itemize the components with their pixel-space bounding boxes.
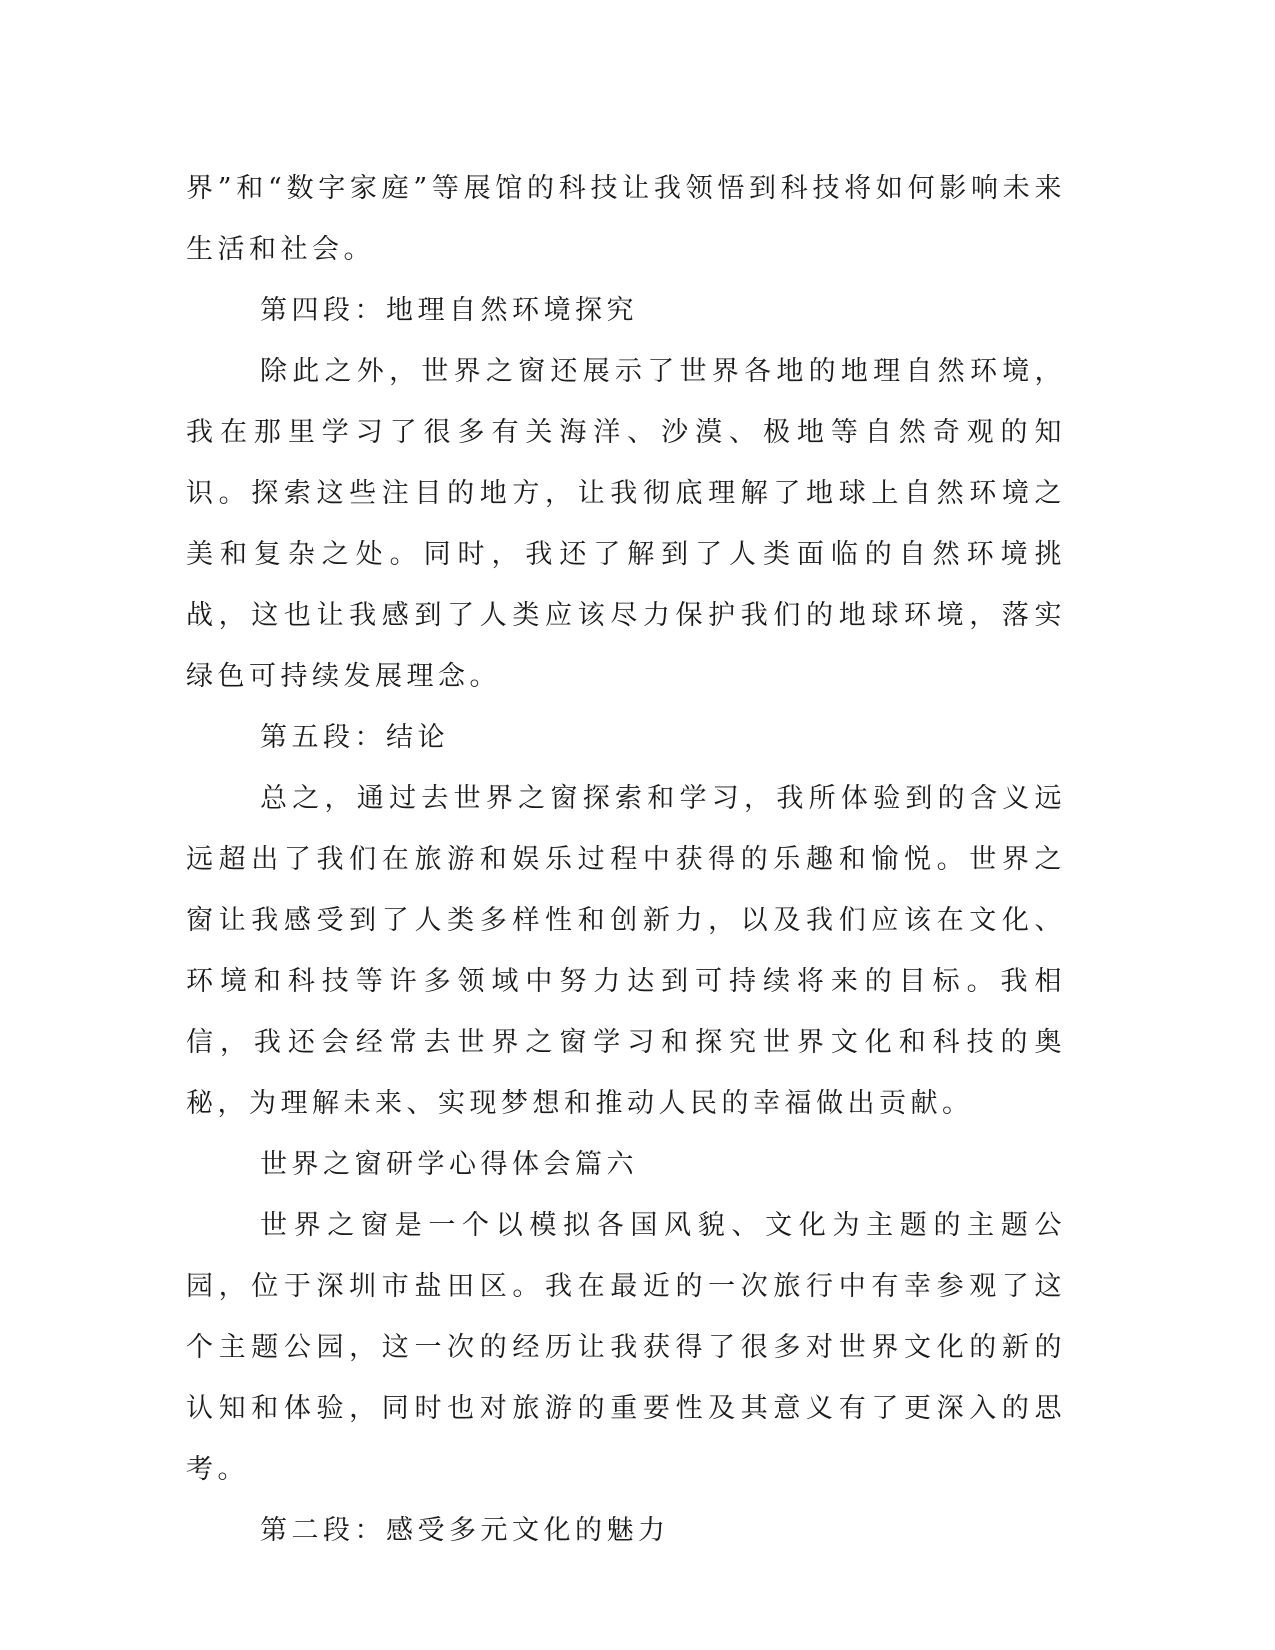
paragraph-conclusion: 总之，通过去世界之窗探索和学习，我所体验到的含义远远超出了我们在旅游和娱乐过程中获得的乐趣和愉悦。世界之窗让我感受到了人类多样性和创新力，以及我们应该在文化、环境和科技等许多领域中努力达到可持续将来的目标。我相信，我还会经常去世界之窗学习和探究世界文化和科技的奥秘，为理解未来、实现梦想和推动人民的幸福做出贡献。 xyxy=(186,783,1066,1119)
paragraph-continuation: 界”和“数字家庭”等展馆的科技让我领悟到科技将如何影响未来生活和社会。 xyxy=(186,173,1066,265)
section-heading-2: 第二段：感受多元文化的魅力 xyxy=(260,1515,670,1546)
document-body xyxy=(186,158,1066,1561)
paragraph-geography: 除此之外，世界之窗还展示了世界各地的地理自然环境，我在那里学习了很多有关海洋、沙漠、极地等自然奇观的知识。探索这些注目的地方，让我彻底理解了地球上自然环境之美和复杂之处。同时，我还了解到了人类面临的自然环境挑战，这也让我感到了人类应该尽力保护我们的地球环境，落实绿色可持续发展理念。 xyxy=(186,356,1066,692)
section-heading-4: 第四段：地理自然环境探究 xyxy=(260,295,638,326)
section-heading-5: 第五段：结论 xyxy=(260,722,449,753)
article-title-6: 世界之窗研学心得体会篇六 xyxy=(260,1149,638,1180)
paragraph-intro: 世界之窗是一个以模拟各国风貌、文化为主题的主题公园，位于深圳市盐田区。我在最近的一次旅行中有幸参观了这个主题公园，这一次的经历让我获得了很多对世界文化的新的认知和体验，同时也对旅游的重要性及其意义有了更深入的思考。 xyxy=(186,1210,1066,1485)
